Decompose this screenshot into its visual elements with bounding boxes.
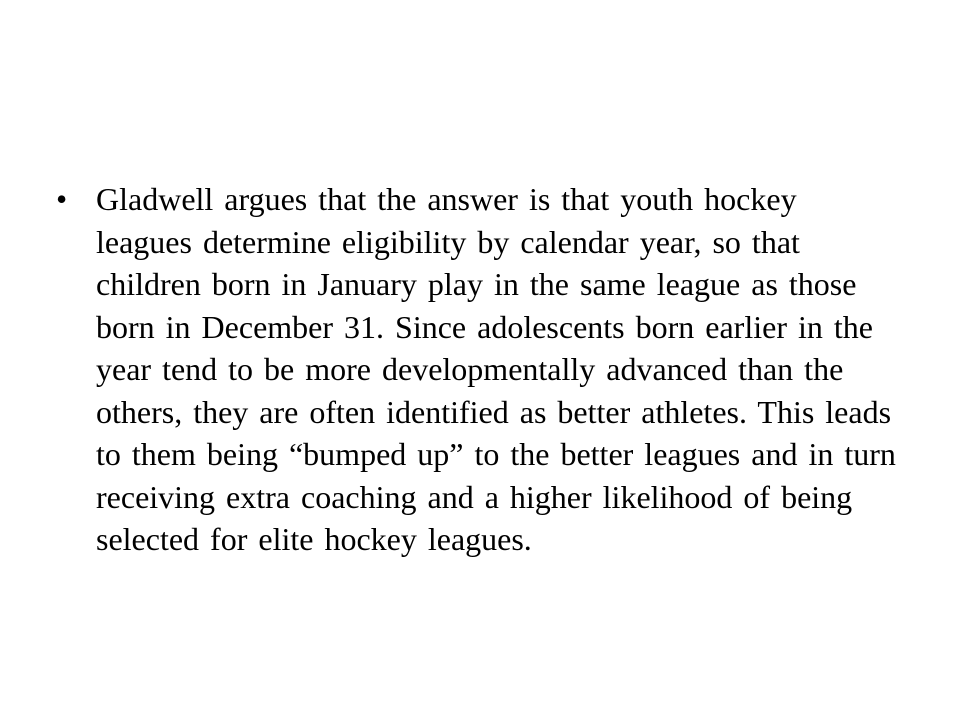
bullet-text: Gladwell argues that the answer is that youth hockey leagues determine eligibility by calendar year, so that children born in January play in the same league as those born in December 31. Since adolescents born earlier in the year tend to be more developmentally advanced than the others, they are often identified as better athletes. This leads to them being “bumped up” to the better leagues and in turn receiving extra coaching and a higher likelihood of being selected for elite hockey leagues.: [96, 181, 896, 557]
bullet-marker: •: [56, 181, 68, 217]
bullet-item: [56, 178, 896, 561]
bullet-list: [56, 178, 896, 561]
